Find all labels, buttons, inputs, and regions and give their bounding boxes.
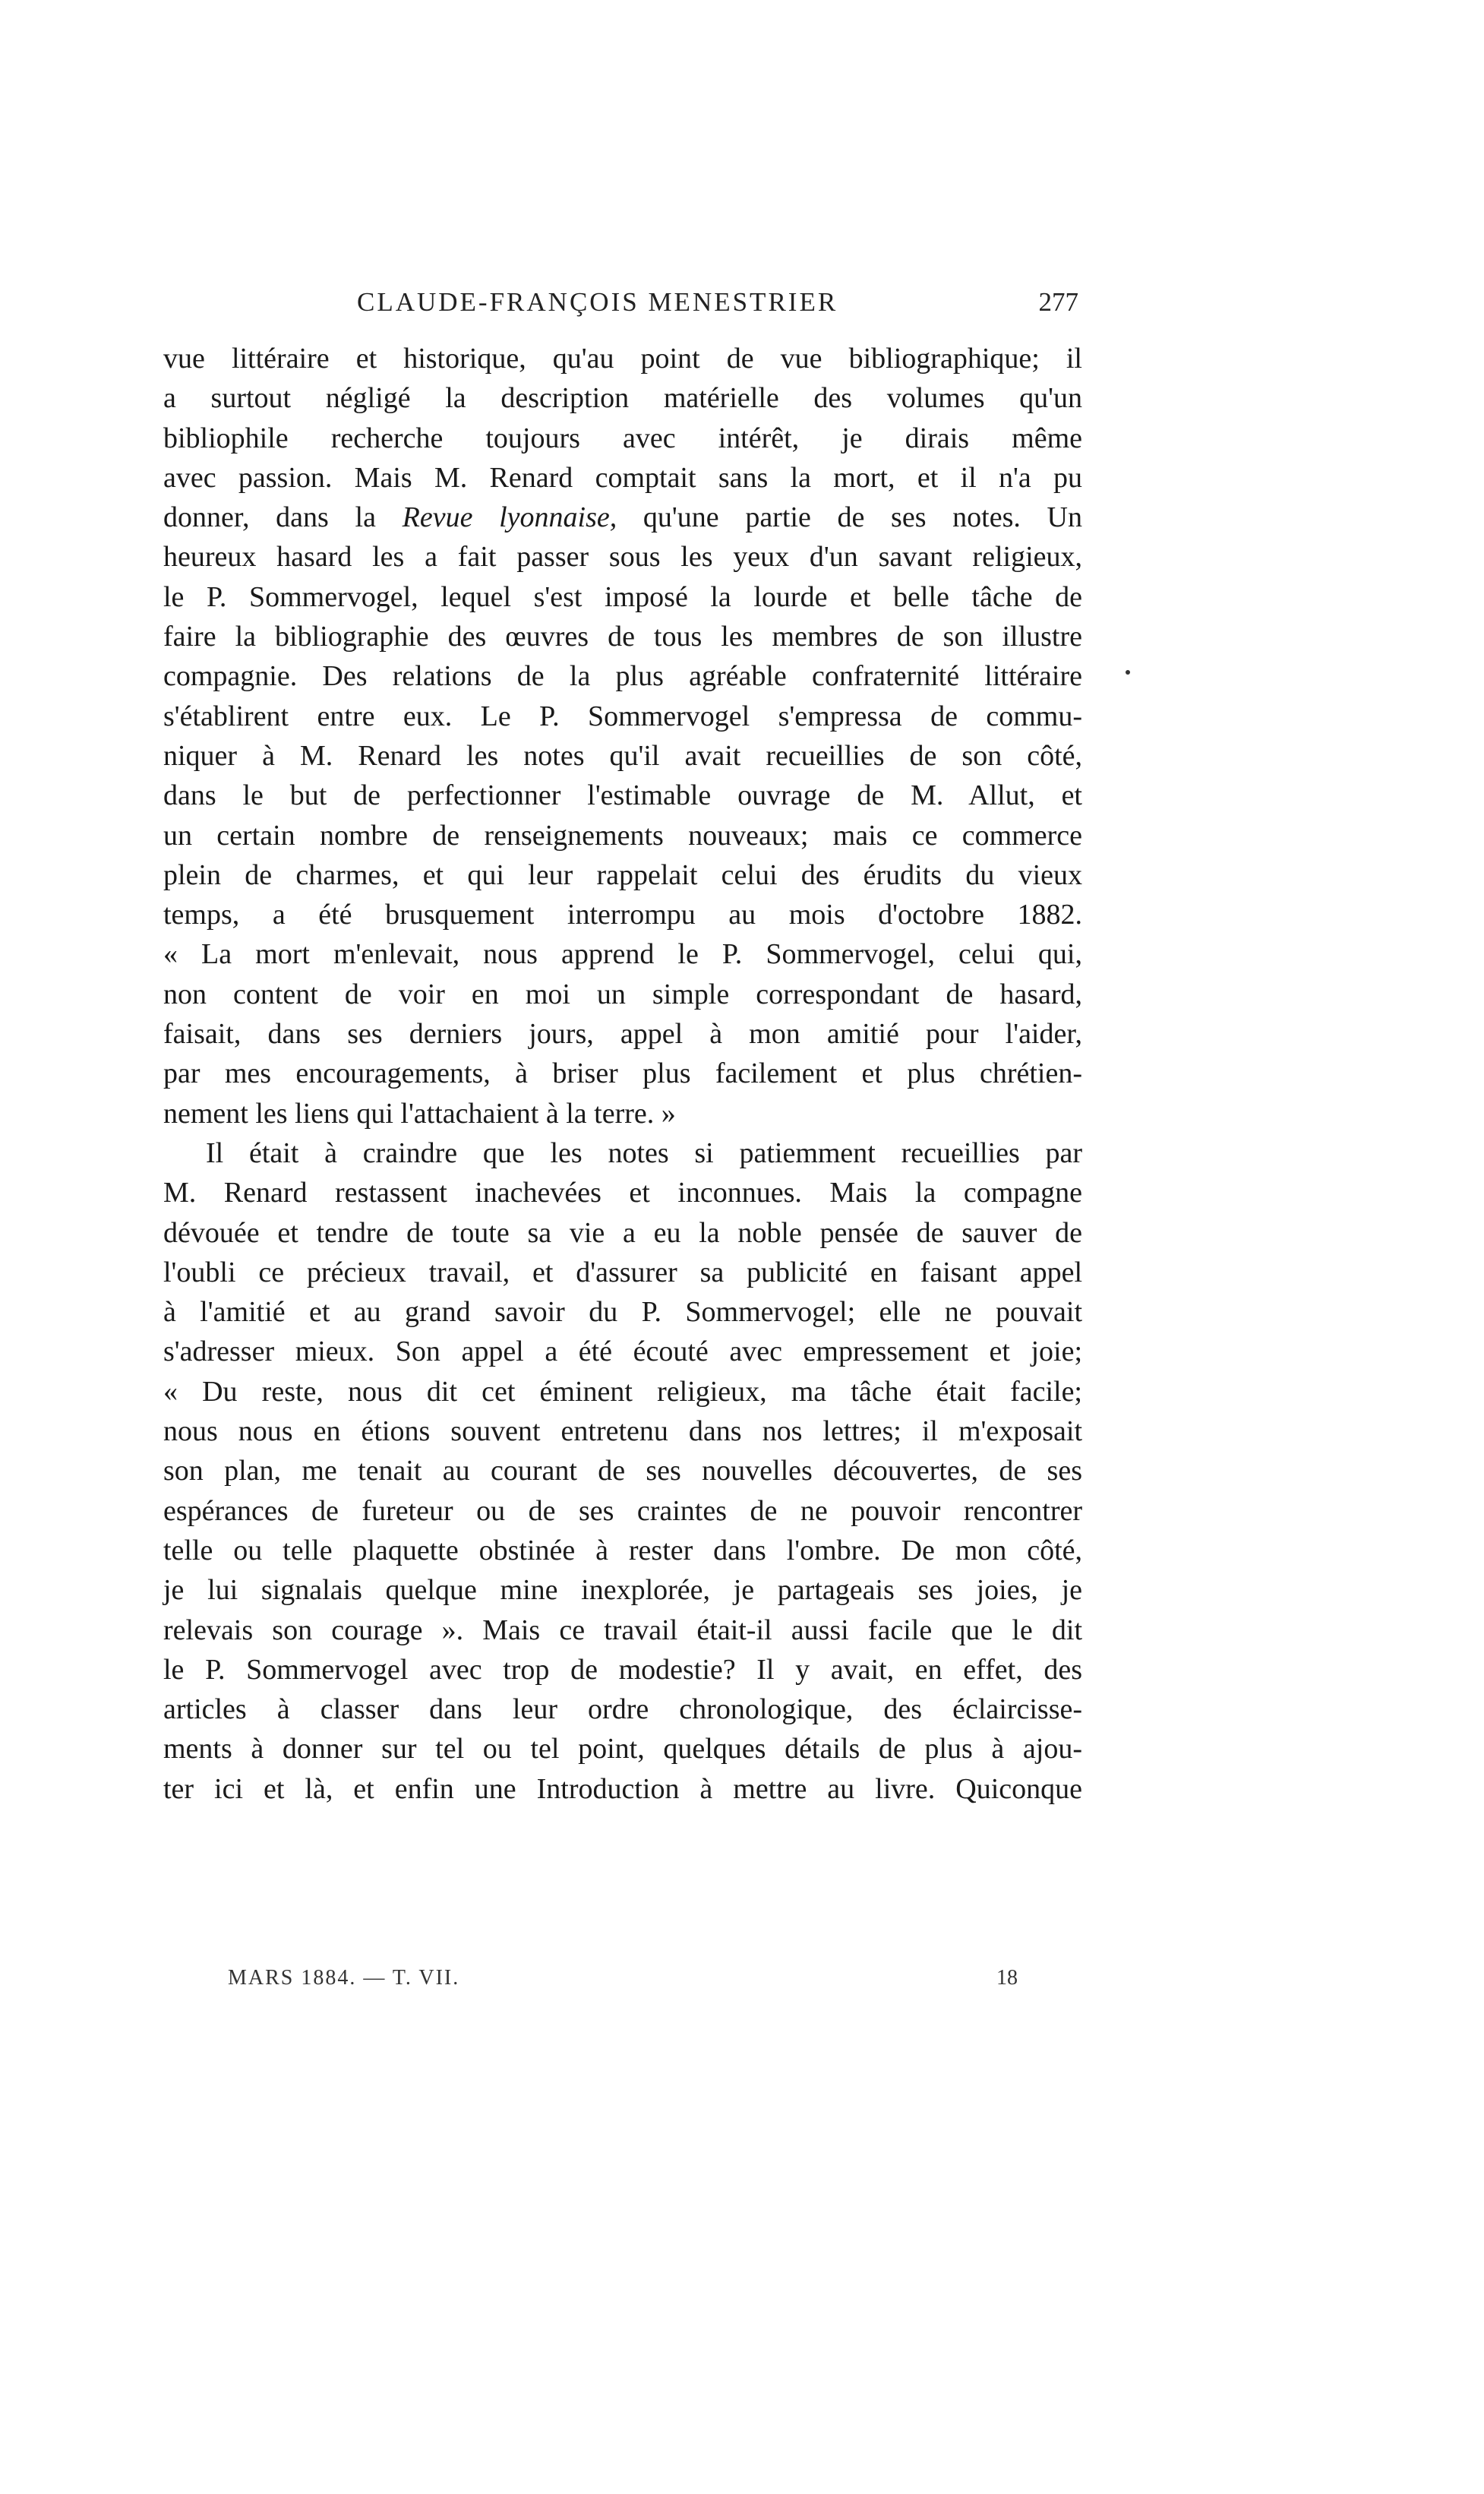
text-line: « Du reste, nous dit cet éminent religieux, ma tâche était facile; xyxy=(163,1375,1082,1408)
text-line: compagnie. Des relations de la plus agréable confraternité littéraire xyxy=(163,660,1082,693)
text-line: le P. Sommervogel avec trop de modestie? Il y avait, en effet, des xyxy=(163,1653,1082,1686)
text-line: s'adresser mieux. Son appel a été écouté avec empressement et joie; xyxy=(163,1336,1082,1368)
signature-mark: 18 xyxy=(996,1966,1018,1990)
text-line: niquer à M. Renard les notes qu'il avait recueillies de son côté, xyxy=(163,739,1082,772)
text-line: le P. Sommervogel, lequel s'est imposé la lourde et belle tâche de xyxy=(163,580,1082,613)
ink-speck xyxy=(1126,670,1130,675)
text-line: temps, a été brusquement interrompu au mois d'octobre 1882. xyxy=(163,899,1082,931)
body-text xyxy=(163,339,1082,1809)
text-line: par mes encouragements, à briser plus facilement et plus chrétien- xyxy=(163,1057,1082,1090)
text-fragment: qu'une partie de ses notes. Un xyxy=(617,501,1082,534)
running-head xyxy=(357,287,1078,325)
text-line-with-title xyxy=(163,498,1082,537)
text-line: plein de charmes, et qui leur rappelait celui des érudits du vieux xyxy=(163,858,1082,891)
text-line: non content de voir en moi un simple correspondant de hasard, xyxy=(163,978,1082,1010)
text-line: vue littéraire et historique, qu'au point de vue bibliographique; il xyxy=(163,343,1082,375)
text-line: faisait, dans ses derniers jours, appel à mon amitié pour l'aider, xyxy=(163,1018,1082,1051)
text-line: ter ici et là, et enfin une Introduction à mettre au livre. Quiconque xyxy=(163,1772,1082,1805)
text-line: relevais son courage ». Mais ce travail était-il aussi facile que le dit xyxy=(163,1614,1082,1646)
text-line: nous nous en étions souvent entretenu dans nos lettres; il m'exposait xyxy=(163,1415,1082,1448)
journal-title: Revue lyonnaise, xyxy=(402,501,617,534)
paragraph-start-line: Il était à craindre que les notes si patiemment recueillies par xyxy=(206,1136,1082,1169)
text-line: articles à classer dans leur ordre chronologique, des éclaircisse- xyxy=(163,1693,1082,1726)
text-line: ments à donner sur tel ou tel point, quelques détails de plus à ajou- xyxy=(163,1733,1082,1765)
text-line: heureux hasard les a fait passer sous les yeux d'un savant religieux, xyxy=(163,541,1082,574)
text-line: faire la bibliographie des œuvres de tous les membres de son illustre xyxy=(163,621,1082,653)
page-number: 277 xyxy=(1038,287,1078,317)
text-line: à l'amitié et au grand savoir du P. Sommervogel; elle ne pouvait xyxy=(163,1296,1082,1329)
text-line: un certain nombre de renseignements nouveaux; mais ce commerce xyxy=(163,819,1082,852)
text-line: avec passion. Mais M. Renard comptait sans la mort, et il n'a pu xyxy=(163,461,1082,494)
text-line: s'établirent entre eux. Le P. Sommervogel s'empressa de commu- xyxy=(163,700,1082,732)
text-line: dévouée et tendre de toute sa vie a eu la noble pensée de sauver de xyxy=(163,1216,1082,1249)
text-line: M. Renard restassent inachevées et inconnues. Mais la compagne xyxy=(163,1177,1082,1209)
text-line: dans le but de perfectionner l'estimable ouvrage de M. Allut, et xyxy=(163,779,1082,812)
page-footer xyxy=(228,1966,1018,1996)
text-line: telle ou telle plaquette obstinée à rester dans l'ombre. De mon côté, xyxy=(163,1534,1082,1566)
text-line: l'oubli ce précieux travail, et d'assurer sa publicité en faisant appel xyxy=(163,1256,1082,1288)
text-line: nement les liens qui l'attachaient à la terre. » xyxy=(163,1097,676,1130)
text-fragment: donner, dans la xyxy=(163,501,403,534)
text-line: « La mort m'enlevait, nous apprend le P. Sommervogel, celui qui, xyxy=(163,938,1082,971)
text-line: espérances de fureteur ou de ses craintes de ne pouvoir rencontrer xyxy=(163,1494,1082,1527)
running-title: CLAUDE-FRANÇOIS MENESTRIER xyxy=(357,287,838,317)
text-line: bibliophile recherche toujours avec intérêt, je dirais même xyxy=(163,422,1082,454)
text-line: je lui signalais quelque mine inexplorée, je partageais ses joies, je xyxy=(163,1574,1082,1607)
text-line: a surtout négligé la description matérielle des volumes qu'un xyxy=(163,382,1082,415)
text-line: son plan, me tenait au courant de ses nouvelles découvertes, de ses xyxy=(163,1455,1082,1487)
issue-date-volume: MARS 1884. — T. VII. xyxy=(228,1966,460,1990)
